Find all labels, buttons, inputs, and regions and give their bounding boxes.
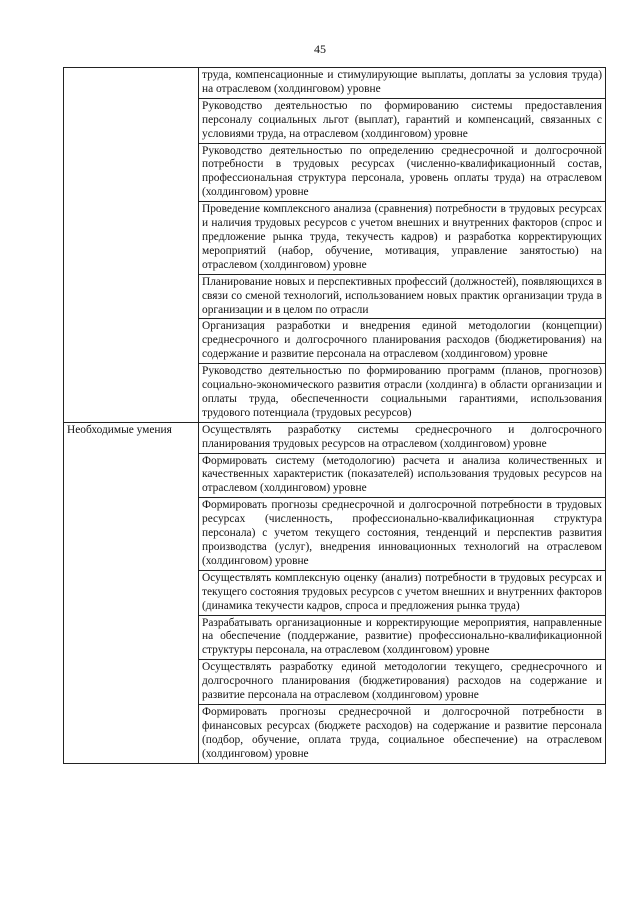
requirement-item: Осуществлять комплексную оценку (анализ) потребности в трудовых ресурсах и текущего состояния трудовых ресурсов с учетом внешних и внутренних факторов (динамика текучести кадров, спроса и предложения рынка труда) — [199, 570, 606, 615]
requirement-item: Проведение комплексного анализа (сравнения) потребности в трудовых ресурсах и наличия трудовых ресурсов с учетом внешних и внутренних факторов (спрос и предложение рынка труда, текучесть кадров) и разработка корректирующих мероприятий (набор, обучение, мотивация, управление занятостью) на отраслевом (холдинговом) уровне — [199, 202, 606, 275]
section-label: Необходимые умения — [64, 422, 199, 763]
section-label — [64, 68, 199, 423]
requirement-item: Организация разработки и внедрения единой методологии (концепции) среднесрочного и долгосрочного планирования расходов (бюджетирования) на содержание и развитие персонала на отраслевом (холдинговом) уровне — [199, 319, 606, 364]
requirement-item: труда, компенсационные и стимулирующие выплаты, доплаты за условия труда) на отраслевом (холдинговом) уровне — [199, 68, 606, 99]
requirement-item: Осуществлять разработку системы среднесрочного и долгосрочного планирования трудовых ресурсов на отраслевом (холдинговом) уровне — [199, 422, 606, 453]
requirement-item: Руководство деятельностью по определению среднесрочной и долгосрочной потребности в трудовых ресурсах (численно-квалификационный состав, профессиональная структура персонала, уровень оплаты труда) на отраслевом (холдинговом) уровне — [199, 143, 606, 202]
requirement-item: Руководство деятельностью по формированию системы предоставления персоналу социальных льгот (выплат), гарантий и компенсаций, связанных с условиями труда, на отраслевом (холдинговом) уровне — [199, 98, 606, 143]
requirement-item: Руководство деятельностью по формированию программ (планов, прогнозов) социально-экономического развития отрасли (холдинга) в области организации и оплаты труда, обеспеченности социальными гарантиями, использования трудового потенциала (трудовых ресурсов) — [199, 364, 606, 423]
table-row — [64, 422, 606, 453]
requirement-item: Формировать прогнозы среднесрочной и долгосрочной потребности в трудовых ресурсах (численность, профессионально-квалификационная структура персонала) с учетом текущего состояния, тенденций и перспектив развития производства (услуг), внедрения инновационных технологий на отраслевом (холдинговом) уровне — [199, 498, 606, 571]
requirements-table — [63, 67, 606, 764]
table-row — [64, 68, 606, 99]
page-number: 45 — [314, 42, 326, 56]
requirement-item: Планирование новых и перспективных профессий (должностей), появляющихся в связи со сменой технологий, использованием новых практик организации труда в организации и в целом по отрасли — [199, 274, 606, 319]
requirement-item: Разрабатывать организационные и корректирующие мероприятия, направленные на обеспечение (поддержание, развитие) профессионально-квалификационной структуры персонала, на отраслевом (холдинговом) уровне — [199, 615, 606, 660]
requirement-item: Формировать систему (методологию) расчета и анализа количественных и качественных характеристик (показателей) использования трудовых ресурсов на отраслевом (холдинговом) уровне — [199, 453, 606, 498]
requirement-item: Осуществлять разработку единой методологии текущего, среднесрочного и долгосрочного планирования (бюджетирования) расходов на содержание и развитие персонала на отраслевом (холдинговом) уровне — [199, 660, 606, 705]
requirement-item: Формировать прогнозы среднесрочной и долгосрочной потребности в финансовых ресурсах (бюджете расходов) на содержание и развитие персонала (подбор, обучение, оплата труда, социальное обеспечение) на отраслевом (холдинговом) уровне — [199, 704, 606, 763]
